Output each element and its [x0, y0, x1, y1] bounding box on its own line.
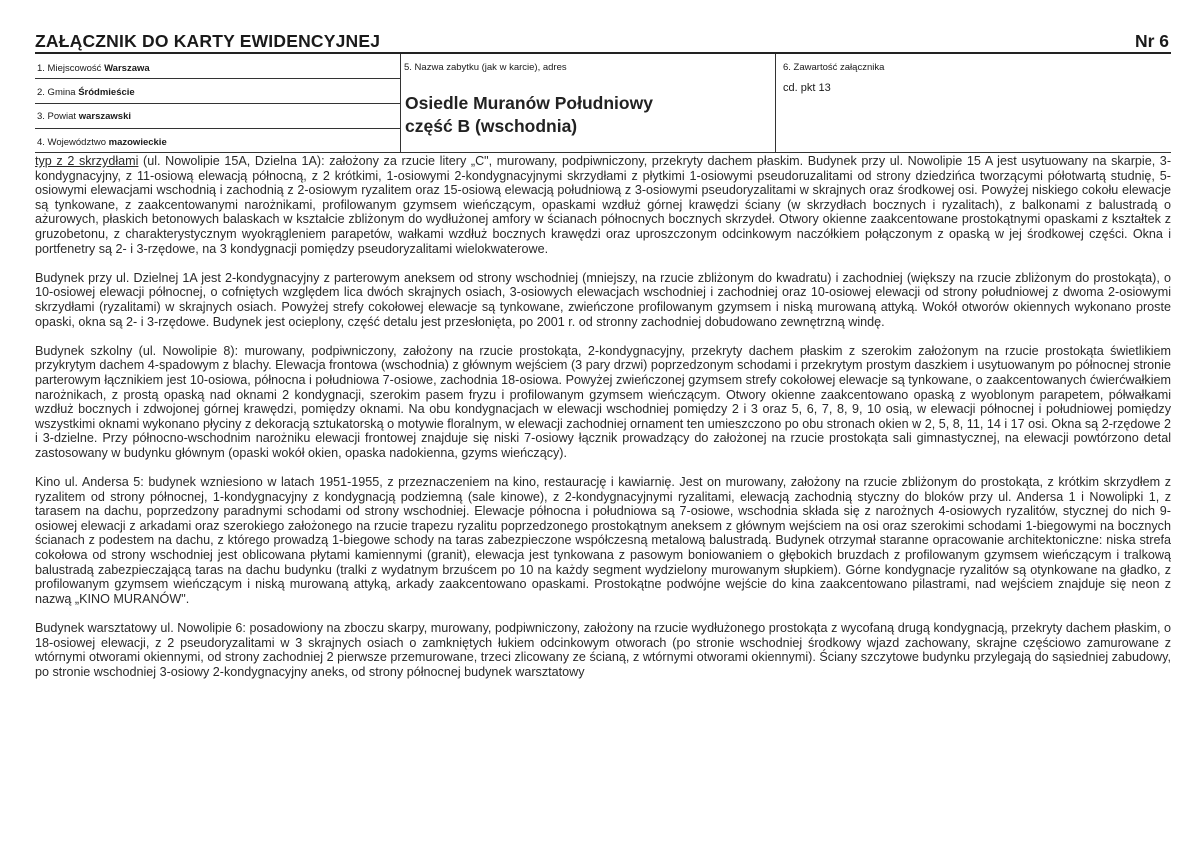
field-value: Warszawa: [104, 63, 150, 74]
field-label: 3. Powiat: [37, 111, 77, 122]
monument-name-line1: Osiedle Muranów Południowy: [405, 93, 653, 113]
field-label: 6. Zawartość załącznika: [783, 62, 885, 73]
field-label: 1. Miejscowość: [37, 63, 102, 74]
document-title: ZAŁĄCZNIK DO KARTY EWIDENCYJNEJ: [35, 31, 381, 51]
field-value: mazowieckie: [108, 137, 167, 148]
info-table-rule: [35, 152, 1171, 153]
paragraph-type-2-wings: [35, 154, 1171, 256]
document-body: [35, 154, 1171, 679]
field-value: Śródmieście: [78, 87, 135, 98]
field-label: 2. Gmina: [37, 87, 76, 98]
row-divider: [35, 78, 400, 79]
monument-name: [405, 92, 653, 138]
monument-name-column: [401, 54, 776, 152]
document-header: [35, 31, 1171, 53]
paragraph-cinema: Kino ul. Andersa 5: budynek wzniesiono w latach 1951-1955, z przeznaczeniem na kino, restaurację i kawiarnię. Jest on murowany, założony na rzucie zbliżonym do prostokąta, z krótkim skrzydłem z ryzalitem od strony północnej, 1-kondygnacyjny z kondygnacją podziemną (sale kinowe), z 2-kondygnacyjnymi ryzalitami, elewacją zachodnią styczny do bloków przy ul. Andersa 1 i Nowolipki 1, z tarasem na dachu, poprzedzony paradnymi schodami od strony wschodniej. Elewacje północna i południowa są 7-osiowe, wschodnia składa się z narożnych 4-osiowych ryzalitów, stycznej do nich 9-osiowej elewacji z arkadami oraz szerokiego założonego na rzucie trapezu ryzalitu poprzedzonego prostokątnym aneksem z głównym wejściem na osi oraz szerokimi schodami 1-biegowymi na bocznych ścianach z podestem na dachu, z którego prowadzą 1-biegowe schody na taras zabezpieczone współczesną metalową balustradą. Budynek otrzymał staranne opracowanie architektoniczne: niska strefa cokołowa od strony wschodniej jest oblicowana płytami kamiennymi (granit), elewacja jest tynkowana z pasowym boniowaniem o głębokich bruzdach z profilowanym gzymsem wieńczącym i tralkową balustradą zabezpieczającą taras na dachu budynku (tralki z wydatnym brzuścem po 10 na każdy segment wydzielony murowanym słupkiem). Górne kondygnacje ryzalitów są otynkowane na gładko, z profilowanym gzymsem wieńczącym i niską murowaną attyką, arkady zaakcentowano opaskami. Prostokątne podwójne wejście do kina zaakcentowano pilastrami, nad wejściem znajduje się neon z nazwą „KINO MURANÓW".: [35, 475, 1171, 606]
paragraph-text: (ul. Nowolipie 15A, Dzielna 1A): założony za rzucie litery „C", murowany, podpiwniczony, przekryty dachem płaskim. Budynek przy ul. Nowolipie 15 A jest usytuowany na skarpie, 3-kondygnacyjny, z 11-osiową elewacją północną, z 2 krótkimi, 1-osiowymi 2-kondygnacyjnymi skrzydłami z płytkimi 1-osiowymi pseudoruzalitami od strony dziedzińca tworzącymi półotwartą studnię, 5-osiowymi elewacjami wschodnią i zachodnią z 2-osiowym ryzalitem oraz 15-osiową elewacją południową z 3-osiowymi pseudoryzalitami w skrajnych oraz środkowej osi. Powyżej niskiego cokołu elewacje są tynkowane, z zaakcentowanymi narożnikami, profilowanym gzymsem wieńczącym, opaskami wzdłuż górnej krawędzi ściany (w skrzydłach bocznych i ryzalitach), z balkonami z balustradą o ażurowych, płaskich betonowych balaskach w kształcie zbliżonym do wydłużonej amfory w ścianach północnych bocznych skrzydeł. Otwory okienne zaakcentowane prostokątnymi opaskami z kształtek z gruzobetonu, z charakterystycznym wyokrągleniem parapetów, wałkami wzdłuż bocznych krawędzi oraz uproszczonym odcinkowym naczółkiem połączonym z opaską w jej środkowej części. Okna i portfenetry są 2- i 3-rzędowe, na 3 kondygnacji pomiędzy pseudoryzalitami wielokwaterowe.: [35, 154, 1172, 256]
paragraph-workshop: Budynek warsztatowy ul. Nowolipie 6: posadowiony na zboczu skarpy, murowany, podpiwniczony, założony na rzucie wydłużonego prostokąta z wycofaną drugą kondygnacją, przekryty dachem płaskim, o 18-osiowej elewacji, z 2 pseudoryzalitami w 3 skrajnych osiach o zamkniętych łukiem odcinkowym otworach (po stronie wschodniej środkowy wjazd zachowany, skrajne częściowo zamurowane z wtórnymi otworami okiennymi, od strony zachodniej 2 pierwsze przemurowane, trzeci zlicowany ze ścianą, z wtórnymi otworami okiennymi). Ściany szczytowe budynku przylegają do sąsiedniej zabudowy, po stronie wschodniej 3-osiowy 2-kondygnacyjny aneks, od strony północnej budynek warsztatowy: [35, 621, 1171, 679]
field-wojewodztwo: [35, 137, 400, 148]
attachment-content-column: [776, 54, 1171, 152]
field-miejscowosc: [35, 63, 400, 74]
paragraph-school: Budynek szkolny (ul. Nowolipie 8): murowany, podpiwniczony, założony na rzucie prostokąta, 2-kondygnacyjny, przekryty dachem płaskim z szerokim założonym na rzucie prostokąta świetlikiem przykrytym dachem 4-spadowym z blachy. Elewacja frontowa (wschodnia) z głównym wejściem (3 pary drzwi) poprzedzonym schodami i przekrytym prostym daszkiem i usytuowanym po północnej stronie parterowym łącznikiem jest 10-osiowa, północna i południowa 7-osiowe, zachodnia 18-osiowa. Powyżej zwieńczonej gzymsem strefy cokołowej elewacje są tynkowane, o zaakcentowanych ćwierćwałkiem narożnikach, z prostą opaską nad oknami 2 kondygnacji, szerokim pasem fryzu i profilowanym gzymsem wieńczącym. Otwory okienne zaakcentowano opaską z wyoblonym parapetem, półwałkami wzdłuż bocznych i zdwojonej górnej krawędzi, pomiędzy oknami. Na obu kondygnacjach w elewacji wschodniej pomiędzy 2 i 3 oraz 5, 6, 7, 8, 9, 10 osią, w elewacji północnej i południowej pomiędzy wszystkimi oknami wykonano płyciny z dekoracją sztukatorską o motywie floralnym, w elewacji zachodniej ornament ten umieszczono po obu stronach okien w 2, 5, 8, 11, 14 i 17 osi. Okna są 2-rzędowe 2 i 3-dzielne. Przy północno-wschodnim narożniku elewacji frontowej znajduje się niski 7-osiowy łącznik prowadzący do założonej na rzucie prostokąta sali gimnastycznej, na elewacji powtórzono detal zastosowany w budynku głównym (opaski wokół okien, opaska nadokienna, gzyms wieńczący).: [35, 343, 1171, 460]
row-divider: [35, 103, 400, 104]
paragraph-dzielna: Budynek przy ul. Dzielnej 1A jest 2-kondygnacyjny z parterowym aneksem od strony wschodniej (mniejszy, na rzucie zbliżonym do kwadratu) i zachodniej (większy na rzucie zbliżonym do prostokąta), o 10-osiowej elewacji północnej, o cofniętych względem lica dwóch skrajnych osiach, 3-osiowych elewacjach wschodniej i zachodniej oraz 10-osiowej elewacji od strony południowej z dwoma 2-osiowymi skrzydłami (ryzalitami) w skrajnych osiach. Powyżej strefy cokołowej elewacje są tynkowane, zwieńczone profilowanym gzymsem i niską murowaną attyką. Wokół otworów okiennych wykonano proste opaski, okna są 2- i 3-rzędowe. Budynek jest ocieplony, część detalu jest przesłonięta, po 2001 r. od stronny zachodniej dobudowano zewnętrzną windę.: [35, 270, 1171, 329]
info-table: [35, 54, 1171, 152]
field-gmina: [35, 87, 400, 98]
underlined-heading: typ z 2 skrzydłami: [35, 154, 139, 168]
row-divider: [35, 128, 400, 129]
field-label: 5. Nazwa zabytku (jak w karcie), adres: [404, 62, 567, 73]
field-powiat: [35, 111, 400, 122]
monument-name-line2: część B (wschodnia): [405, 116, 578, 136]
field-value: warszawski: [78, 111, 132, 122]
location-column: [35, 54, 401, 152]
attachment-content-value: cd. pkt 13: [783, 82, 831, 94]
attachment-number: Nr 6: [1134, 31, 1169, 51]
field-label: 4. Województwo: [37, 137, 106, 148]
document-page: [35, 0, 1171, 847]
